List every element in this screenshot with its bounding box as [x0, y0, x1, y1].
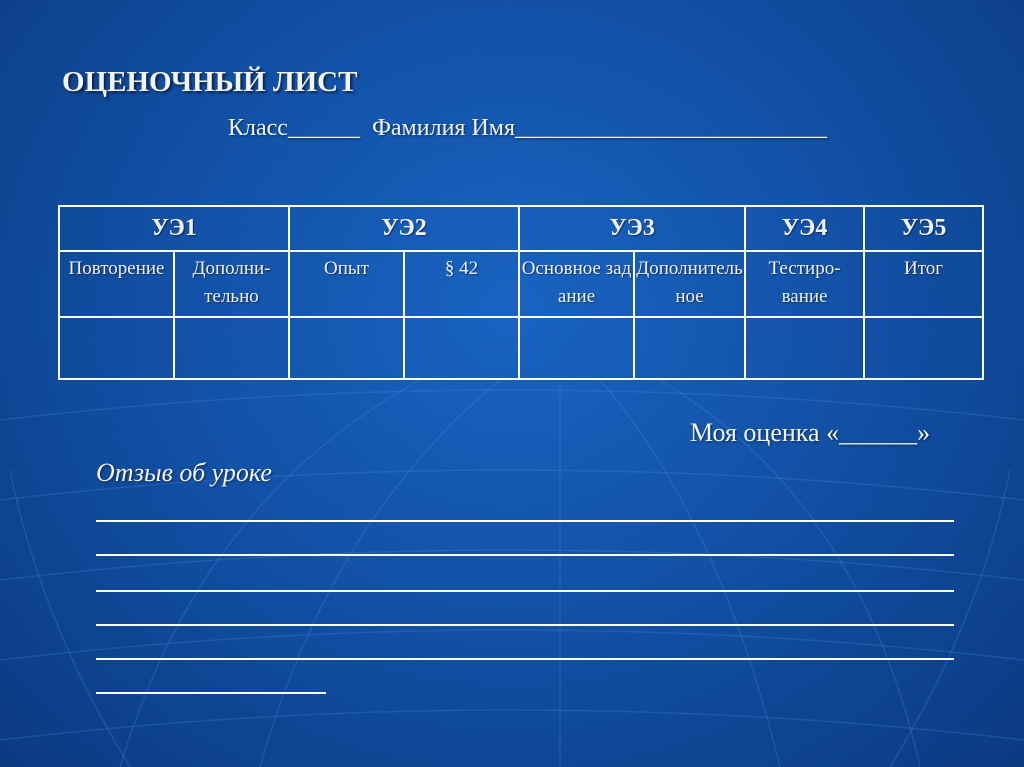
table-row [59, 317, 983, 379]
subheader-cell: Дополнительное [634, 251, 745, 317]
review-label: Отзыв об уроке [96, 458, 272, 487]
header-ue5: УЭ5 [864, 206, 983, 251]
review-line [96, 624, 954, 626]
review-line [96, 520, 954, 522]
subheader-cell: Опыт [289, 251, 404, 317]
table-header-row [59, 206, 983, 251]
table-cell[interactable] [745, 317, 864, 379]
table-subheader-row [59, 251, 983, 317]
subheader-cell: § 42 [404, 251, 519, 317]
subheader-cell: Тестиро-вание [745, 251, 864, 317]
subheader-cell: Итог [864, 251, 983, 317]
header-ue2: УЭ2 [289, 206, 519, 251]
table-cell[interactable] [634, 317, 745, 379]
review-line [96, 692, 326, 694]
table-cell[interactable] [174, 317, 289, 379]
grade-table [58, 205, 984, 380]
subheader-cell: Повторение [59, 251, 174, 317]
review-line [96, 554, 954, 556]
header-ue4: УЭ4 [745, 206, 864, 251]
review-line [96, 590, 954, 592]
subheader-cell: Основное задание [519, 251, 634, 317]
table-cell[interactable] [404, 317, 519, 379]
header-ue3: УЭ3 [519, 206, 745, 251]
header-ue1: УЭ1 [59, 206, 289, 251]
page-title: ОЦЕНОЧНЫЙ ЛИСТ [62, 66, 358, 98]
class-name-line: Класс______ Фамилия Имя__________________________ [228, 115, 828, 141]
table-cell[interactable] [519, 317, 634, 379]
subheader-cell: Дополни-тельно [174, 251, 289, 317]
review-line [96, 658, 954, 660]
my-grade: Моя оценка «______» [690, 418, 931, 447]
table-cell[interactable] [289, 317, 404, 379]
table-cell[interactable] [864, 317, 983, 379]
table-cell[interactable] [59, 317, 174, 379]
